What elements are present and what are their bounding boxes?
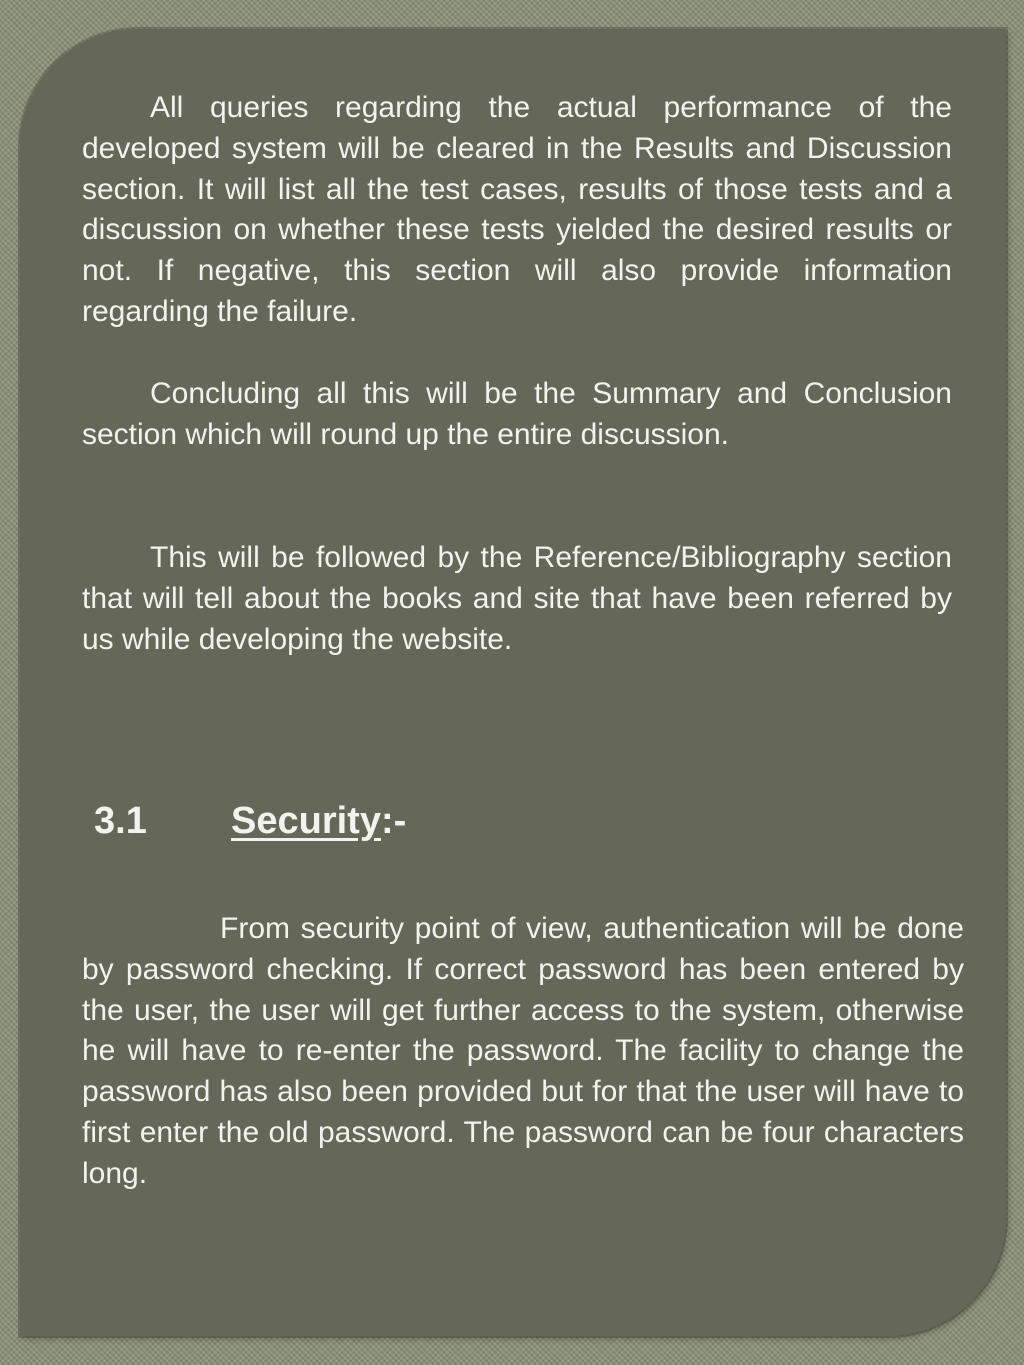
paragraph-summary-conclusion: Concluding all this will be the Summary and Conclusion section which will round up the entire discussion. [82,377,952,451]
section-heading [94,797,406,845]
section-title-suffix: :- [380,800,407,842]
section-title: Security [231,800,381,842]
content-panel [20,29,1006,1336]
paragraph-security: From security point of view, authentication will be done by password checking. If correct password has been entered by the user, the user will get further access to the system, otherwise he will have to re-enter the password. The facility to change the password has also been provided but for that the user will have to first enter the old password. The password can be four characters long. [82,912,964,1190]
section-number: 3.1 [94,800,147,842]
paragraph-reference-bibliography: This will be followed by the Reference/Bibliography section that will tell about the books and site that have been referred by us while developing the website. [82,541,952,656]
paragraph-results-discussion: All queries regarding the actual performance of the developed system will be cleared in the Results and Discussion section. It will list all the test cases, results of those tests and a discussion on whether these tests yielded the desired results or not. If negative, this section will also provide information regarding the failure. [82,91,952,328]
